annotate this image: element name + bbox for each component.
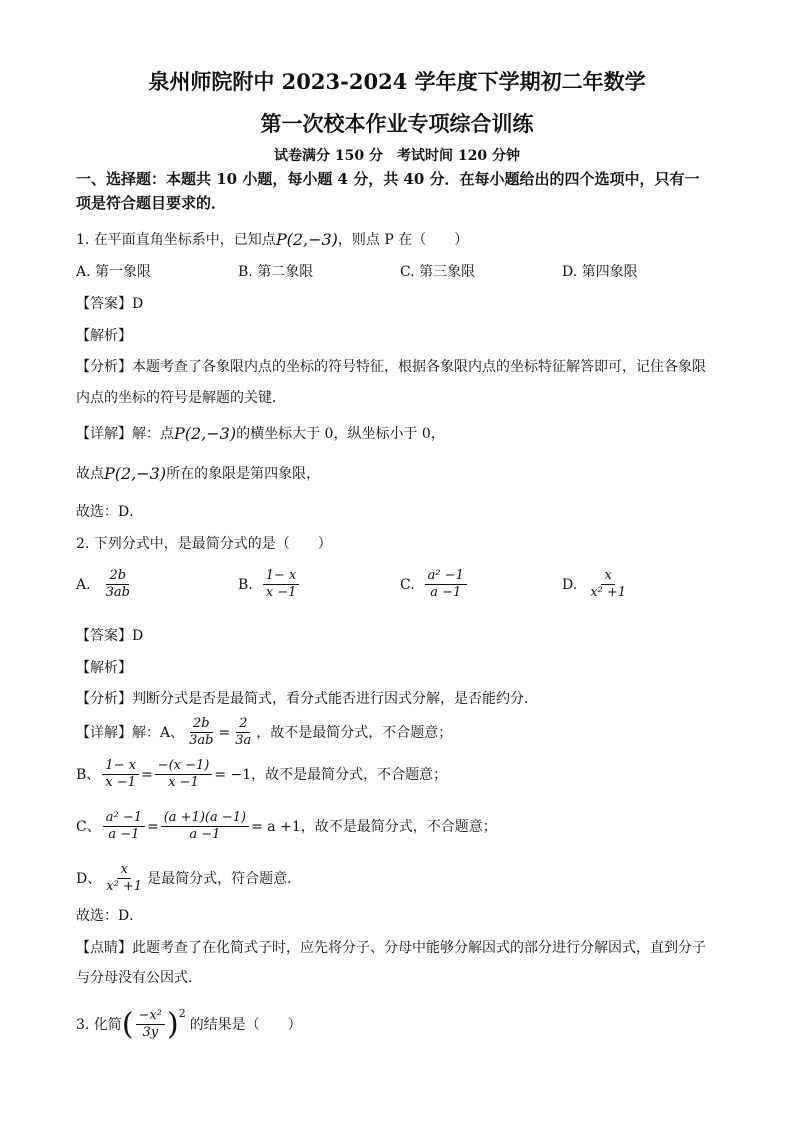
- equals-sign: =: [146, 818, 159, 835]
- q1-detail1-tail: 的横坐标大于 0，纵坐标小于 0，: [236, 426, 445, 442]
- left-paren: (: [121, 1006, 134, 1042]
- q2-option-c-label: C.: [400, 576, 415, 593]
- fraction-numerator: 2b: [106, 568, 129, 585]
- q2-detail-b-text: B、: [76, 766, 101, 783]
- q2-option-b: [238, 568, 301, 601]
- equals-sign: =: [140, 766, 153, 783]
- q1-analysis-line1: 【分析】本题考查了各象限内点的坐标的符号特征，根据各象限内点的坐标特征解答即可，记住各象限: [76, 359, 706, 375]
- q1-analysis-line2: 内点的坐标的符号是解题的关键．: [76, 390, 286, 406]
- q2-option-c: [400, 568, 469, 601]
- q1-detail2-text: 故点: [76, 466, 104, 482]
- q1-option-d: D. 第四象限: [562, 264, 638, 280]
- q2-option-d-fraction: [587, 568, 629, 601]
- fraction-numerator: x: [117, 862, 130, 879]
- fraction-denominator: a −1: [108, 827, 140, 842]
- q2-option-b-fraction: [263, 568, 300, 601]
- fraction-numerator: 2: [236, 716, 250, 733]
- fraction-denominator: 3a: [235, 733, 252, 748]
- q2-analysis: 【分析】判断分式是否是最简式，看分式能否进行因式分解，是否能约分．: [76, 691, 538, 707]
- q2-option-a-label: A.: [76, 576, 91, 593]
- q2-stem: 2. 下列分式中，是最简分式的是（ ）: [76, 536, 332, 552]
- q2-detail-b-tail: = −1，故不是最简分式，不合题意；: [214, 766, 448, 783]
- fraction-denominator: 3ab: [189, 733, 214, 748]
- q2-detail-c-fraction2: [161, 810, 249, 843]
- fraction-denominator: x −1: [265, 585, 297, 600]
- fraction-denominator: a −1: [430, 585, 462, 600]
- fraction-denominator: x −1: [105, 775, 136, 790]
- fraction-denominator: x −1: [168, 775, 199, 790]
- q2-detail-c-tail: = a +1，故不是最简分式，不合题意；: [251, 818, 497, 835]
- q2-option-a: [76, 568, 135, 601]
- q2-detail-b-fraction1: [102, 758, 139, 791]
- fraction-denominator: x² +1: [590, 585, 627, 600]
- q2-detail-d: [76, 862, 301, 895]
- q2-comment-line1: 【点睛】此题考查了在化简式子时，应先将分子、分母中能够分解因式的部分进行分解因式，直到分子: [76, 940, 706, 956]
- q2-detail-c: [76, 810, 497, 843]
- q1-detail2-point: P(2,−3): [104, 464, 167, 483]
- fraction-numerator: x: [601, 568, 614, 585]
- q1-stem-tail: ，则点 P 在（ ）: [337, 232, 469, 248]
- q1-point: P(2,−3): [275, 230, 338, 249]
- doc-title-line2: 第一次校本作业专项综合训练: [260, 111, 534, 136]
- q3-stem-tail: 的结果是（ ）: [189, 1016, 302, 1033]
- fraction-numerator: a² −1: [103, 810, 145, 827]
- q2-detail-b-fraction2: [155, 758, 213, 791]
- q2-detail-d-text: D、: [76, 870, 102, 887]
- fraction-denominator: x² +1: [106, 879, 143, 894]
- q2-conclusion: 故选：D．: [76, 908, 144, 924]
- q1-detail-line1: [76, 424, 445, 444]
- q1-option-b: B. 第二象限: [238, 264, 314, 280]
- q2-detail-c-fraction1: [103, 810, 145, 843]
- fraction-numerator: −x²: [136, 1008, 165, 1025]
- fraction-numerator: 1− x: [263, 568, 300, 585]
- exam-meta: 试卷满分 150 分 考试时间 120 分钟: [274, 148, 520, 164]
- equals-sign: =: [218, 724, 231, 741]
- q1-stem-text: 1. 在平面直角坐标系中，已知点: [76, 232, 276, 248]
- doc-title-line1: 泉州师院附中 2023-2024 学年度下学期初二年数学: [148, 69, 646, 94]
- q2-detail-d-fraction1: [103, 862, 145, 895]
- fraction-denominator: 3y: [142, 1025, 159, 1040]
- q2-detail-a: [76, 716, 452, 749]
- q2-detail-a-tail: ，故不是最简分式，不合题意；: [256, 724, 453, 741]
- q1-detail1-text: 【详解】解：点: [76, 426, 174, 442]
- q1-analysis-tag: 【解析】: [76, 328, 132, 344]
- q2-detail-b: [76, 758, 447, 791]
- section-heading-line2: 项是符合题目要求的．: [76, 194, 227, 212]
- fraction-numerator: a² −1: [425, 568, 467, 585]
- q3-stem-text: 3. 化简: [76, 1016, 122, 1033]
- fraction-numerator: −(x −1): [155, 758, 213, 775]
- q2-option-c-fraction: [425, 568, 467, 601]
- q2-detail-a-fraction1: [186, 716, 216, 749]
- q3-exponent: 2: [178, 1007, 186, 1020]
- q1-detail2-tail: 所在的象限是第四象限，: [166, 466, 321, 482]
- q2-option-b-label: B.: [238, 576, 253, 593]
- fraction-numerator: 2b: [190, 716, 213, 733]
- q2-answer: 【答案】D: [76, 628, 144, 644]
- q2-analysis-tag: 【解析】: [76, 660, 132, 676]
- fraction-numerator: 1− x: [102, 758, 139, 775]
- fraction-numerator: (a +1)(a −1): [161, 810, 249, 827]
- q1-detail1-point: P(2,−3): [174, 424, 237, 443]
- q2-option-d: [562, 568, 631, 601]
- q3-stem: [76, 1008, 302, 1041]
- q2-detail-d-tail: 是最简分式，符合题意．: [147, 870, 302, 887]
- q2-detail-a-text: 【详解】解：A、: [76, 724, 185, 741]
- q1-conclusion: 故选：D．: [76, 504, 144, 520]
- q2-option-a-fraction: [103, 568, 133, 601]
- fraction-denominator: 3ab: [105, 585, 130, 600]
- fraction-denominator: a −1: [189, 827, 221, 842]
- q1-answer: 【答案】D: [76, 296, 144, 312]
- section-heading-line1: 一、选择题：本题共 10 小题，每小题 4 分，共 40 分．在每小题给出的四个选项中，只有一: [76, 170, 700, 188]
- right-paren: ): [166, 1006, 179, 1042]
- q2-option-d-label: D.: [562, 576, 578, 593]
- q1-option-c: C. 第三象限: [400, 264, 476, 280]
- q2-detail-a-fraction2: [232, 716, 254, 749]
- q2-detail-c-text: C、: [76, 818, 101, 835]
- q1-option-a: A. 第一象限: [76, 264, 152, 280]
- q1-stem: [76, 230, 468, 250]
- q3-fraction: [136, 1008, 165, 1041]
- q2-comment-line2: 与分母没有公因式．: [76, 970, 202, 986]
- q1-detail-line2: [76, 464, 320, 484]
